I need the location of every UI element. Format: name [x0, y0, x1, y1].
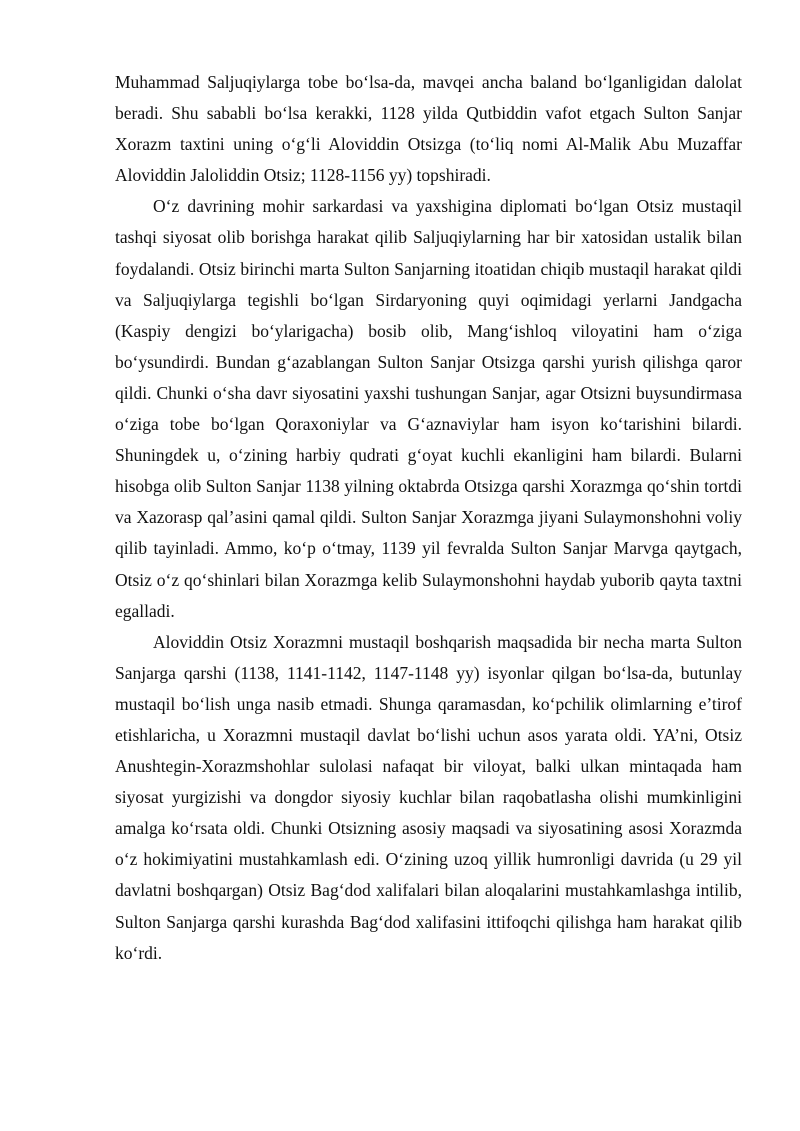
paragraph-otsiz-diplomacy: O‘z davrining mohir sarkardasi va yaxshigina diplomati bo‘lgan Otsiz mustaqil tashqi siyosat olib borishga harakat qilib Saljuqiylarning har bir xatosidan ustalik bilan foydalandi. Otsiz birinchi marta Sulton Sanjarning itoatidan chiqib mustaqil harakat qildi va Saljuqiylarga tegishli bo‘lgan Sirdaryoning quyi oqimidagi yerlarni Jandgacha (Kaspiy dengizi bo‘ylarigacha) bosib olib, Mang‘ishloq viloyatini ham o‘ziga bo‘ysundirdi. Bundan g‘azablangan Sulton Sanjar Otsizga qarshi yurish qilishga qaror qildi. Chunki o‘sha davr siyosatini yaxshi tushungan Sanjar, agar Otsizni buysundirmasa o‘ziga tobe bo‘lgan Qoraxoniylar va G‘aznaviylar ham isyon ko‘tarishini bilardi. Shuningdek u, o‘zining harbiy qudrati g‘oyat kuchli ekanligini ham bilardi. Bularni hisobga olib Sulton Sanjar 1138 yilning oktabrda Otsizga qarshi Xorazmga qo‘shin tortdi va Xazorasp qal’asini qamal qildi. Sulton Sanjar Xorazmga jiyani Sulaymonshohni voliy qilib tayinladi. Ammo, ko‘p o‘tmay, 1139 yil fevralda Sulton Sanjar Marvga qaytgach, Otsiz o‘z qo‘shinlari bilan Xorazmga kelib Sulaymonshohni haydab yuborib qayta taxtni egalladi.: [115, 196, 742, 621]
paragraph-otsiz-independence: Aloviddin Otsiz Xorazmni mustaqil boshqarish maqsadida bir necha marta Sulton Sanjarga qarshi (1138, 1141-1142, 1147-1148 yy) isyonlar qilgan bo‘lsa-da, butunlay mustaqil bo‘lish unga nasib etmadi. Shunga qaramasdan, ko‘pchilik olimlarning e’tirof etishlaricha, u Xorazmni mustaqil davlat bo‘lishi uchun asos yarata oldi. YA’ni, Otsiz Anushtegin-Xorazmshohlar sulolasi nafaqat bir viloyat, balki ulkan mintaqada ham siyosat yurgizishi va dongdor siyosiy kuchlar bilan raqobatlasha olishi mumkinligini amalga ko‘rsata oldi. Chunki Otsizning asosiy maqsadi va siyosatining asosi Xorazmda o‘z hokimiyatini mustahkamlash edi. O‘zining uzoq yillik humronligi davrida (u 29 yil davlatni boshqargan) Otsiz Bag‘dod xalifalari bilan aloqalarini mustahkamlashga intilib, Sulton Sanjarga qarshi kurashda Bag‘dod xalifasini ittifoqchi qilishga ham harakat qilib ko‘rdi.: [115, 631, 742, 963]
document-page: [115, 67, 742, 969]
paragraph-continuation: Muhammad Saljuqiylarga tobe bo‘lsa-da, mavqei ancha baland bo‘lganligidan dalolat beradi. Shu sababli bo‘lsa kerakki, 1128 yilda Qutbiddin vafot etgach Sulton Sanjar Xorazm taxtini uning o‘g‘li Aloviddin Otsizga (to‘liq nomi Al-Malik Abu Muzaffar Aloviddin Jaloliddin Otsiz; 1128-1156 yy) topshiradi.: [115, 72, 742, 186]
